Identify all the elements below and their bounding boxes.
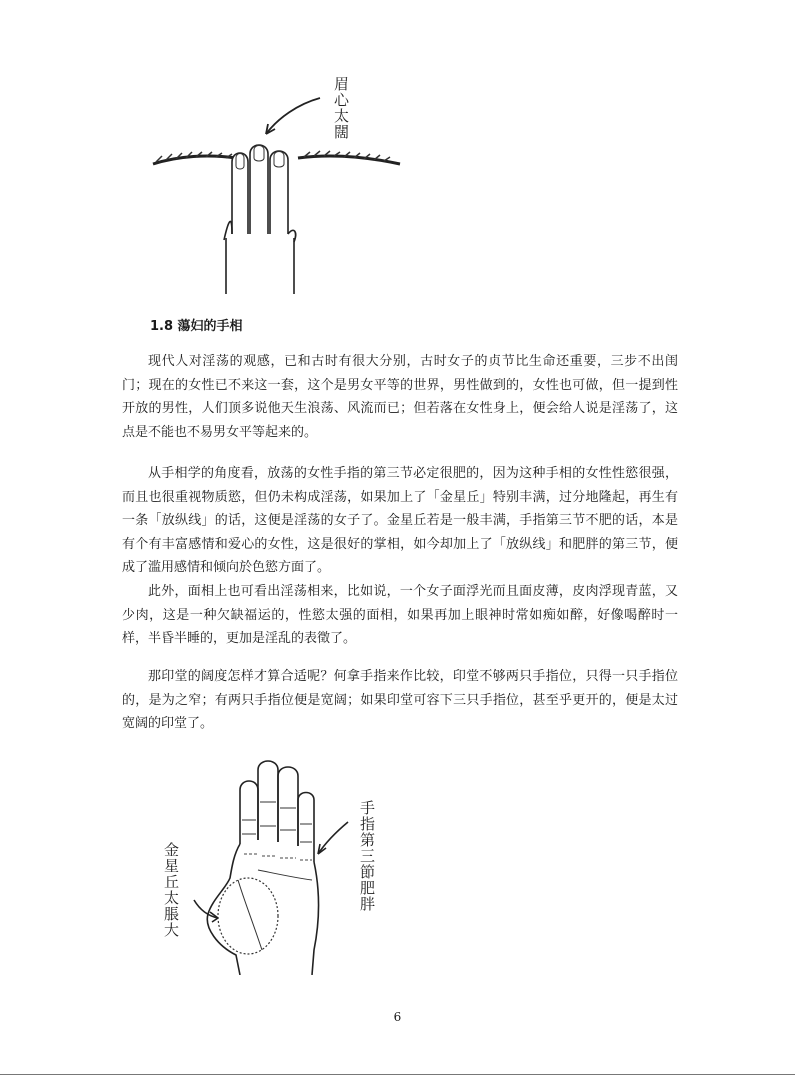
figure-bottom-label-right: 手指第三節肥胖 [358, 800, 376, 912]
bottom-divider [0, 1074, 795, 1075]
palm-illustration [148, 750, 408, 975]
figure-bottom-label-left: 金星丘太脹大 [162, 842, 180, 938]
figure-top-label: 眉心太闊 [332, 76, 350, 140]
page-number: 6 [393, 1010, 402, 1024]
paragraph-1: 现代人对淫荡的观感，已和古时有很大分别，古时女子的贞节比生命还重要，三步不出闺门；现在的女性已不来这一套，这个是男女平等的世界，男性做到的，女性也可做，但一提到性开放的男性，人们顶多说他天生浪荡、风流而已；但若落在女性身上，便会给人说是淫荡了，这点是不能也不易男女平等起来的。 [122, 354, 678, 440]
eyebrow-fingers-drawing [148, 62, 408, 294]
paragraph-4: 那印堂的阔度怎样才算合适呢？何拿手指来作比较，印堂不够两只手指位，只得一只手指位的，是为之窄；有两只手指位便是宽阔；如果印堂可容下三只手指位，甚至乎更开的，便是太过宽阔的印堂了。 [122, 669, 678, 731]
section-heading: 1.8 蕩妇的手相 [150, 319, 243, 334]
paragraph-2: 从手相学的角度看，放荡的女性手指的第三节必定很肥的，因为这种手相的女性性慾很强，而且也很重视物质慾，但仍未构成淫荡，如果加上了「金星丘」特别丰满，过分地隆起，再生有一条「放纵线」的话，这便是淫荡的女子了。金星丘若是一般丰满，手指第三节不肥的话，本是有个有丰富感情和爱心的女性，这是很好的掌相，如今却加上了「放纵线」和肥胖的第三节，便成了滥用感情和倾向於色慾方面了。 [122, 466, 678, 575]
paragraph-3: 此外，面相上也可看出淫荡相来，比如说，一个女子面浮光而且面皮薄，皮肉浮现青蓝，又少肉，这是一种欠缺福运的，性慾太强的面相，如果再加上眼神时常如痴如醉，好像喝醉时一样，半昏半睡的，更加是淫乱的表徵了。 [122, 584, 678, 646]
eyebrow-fingers-illustration [148, 62, 408, 294]
